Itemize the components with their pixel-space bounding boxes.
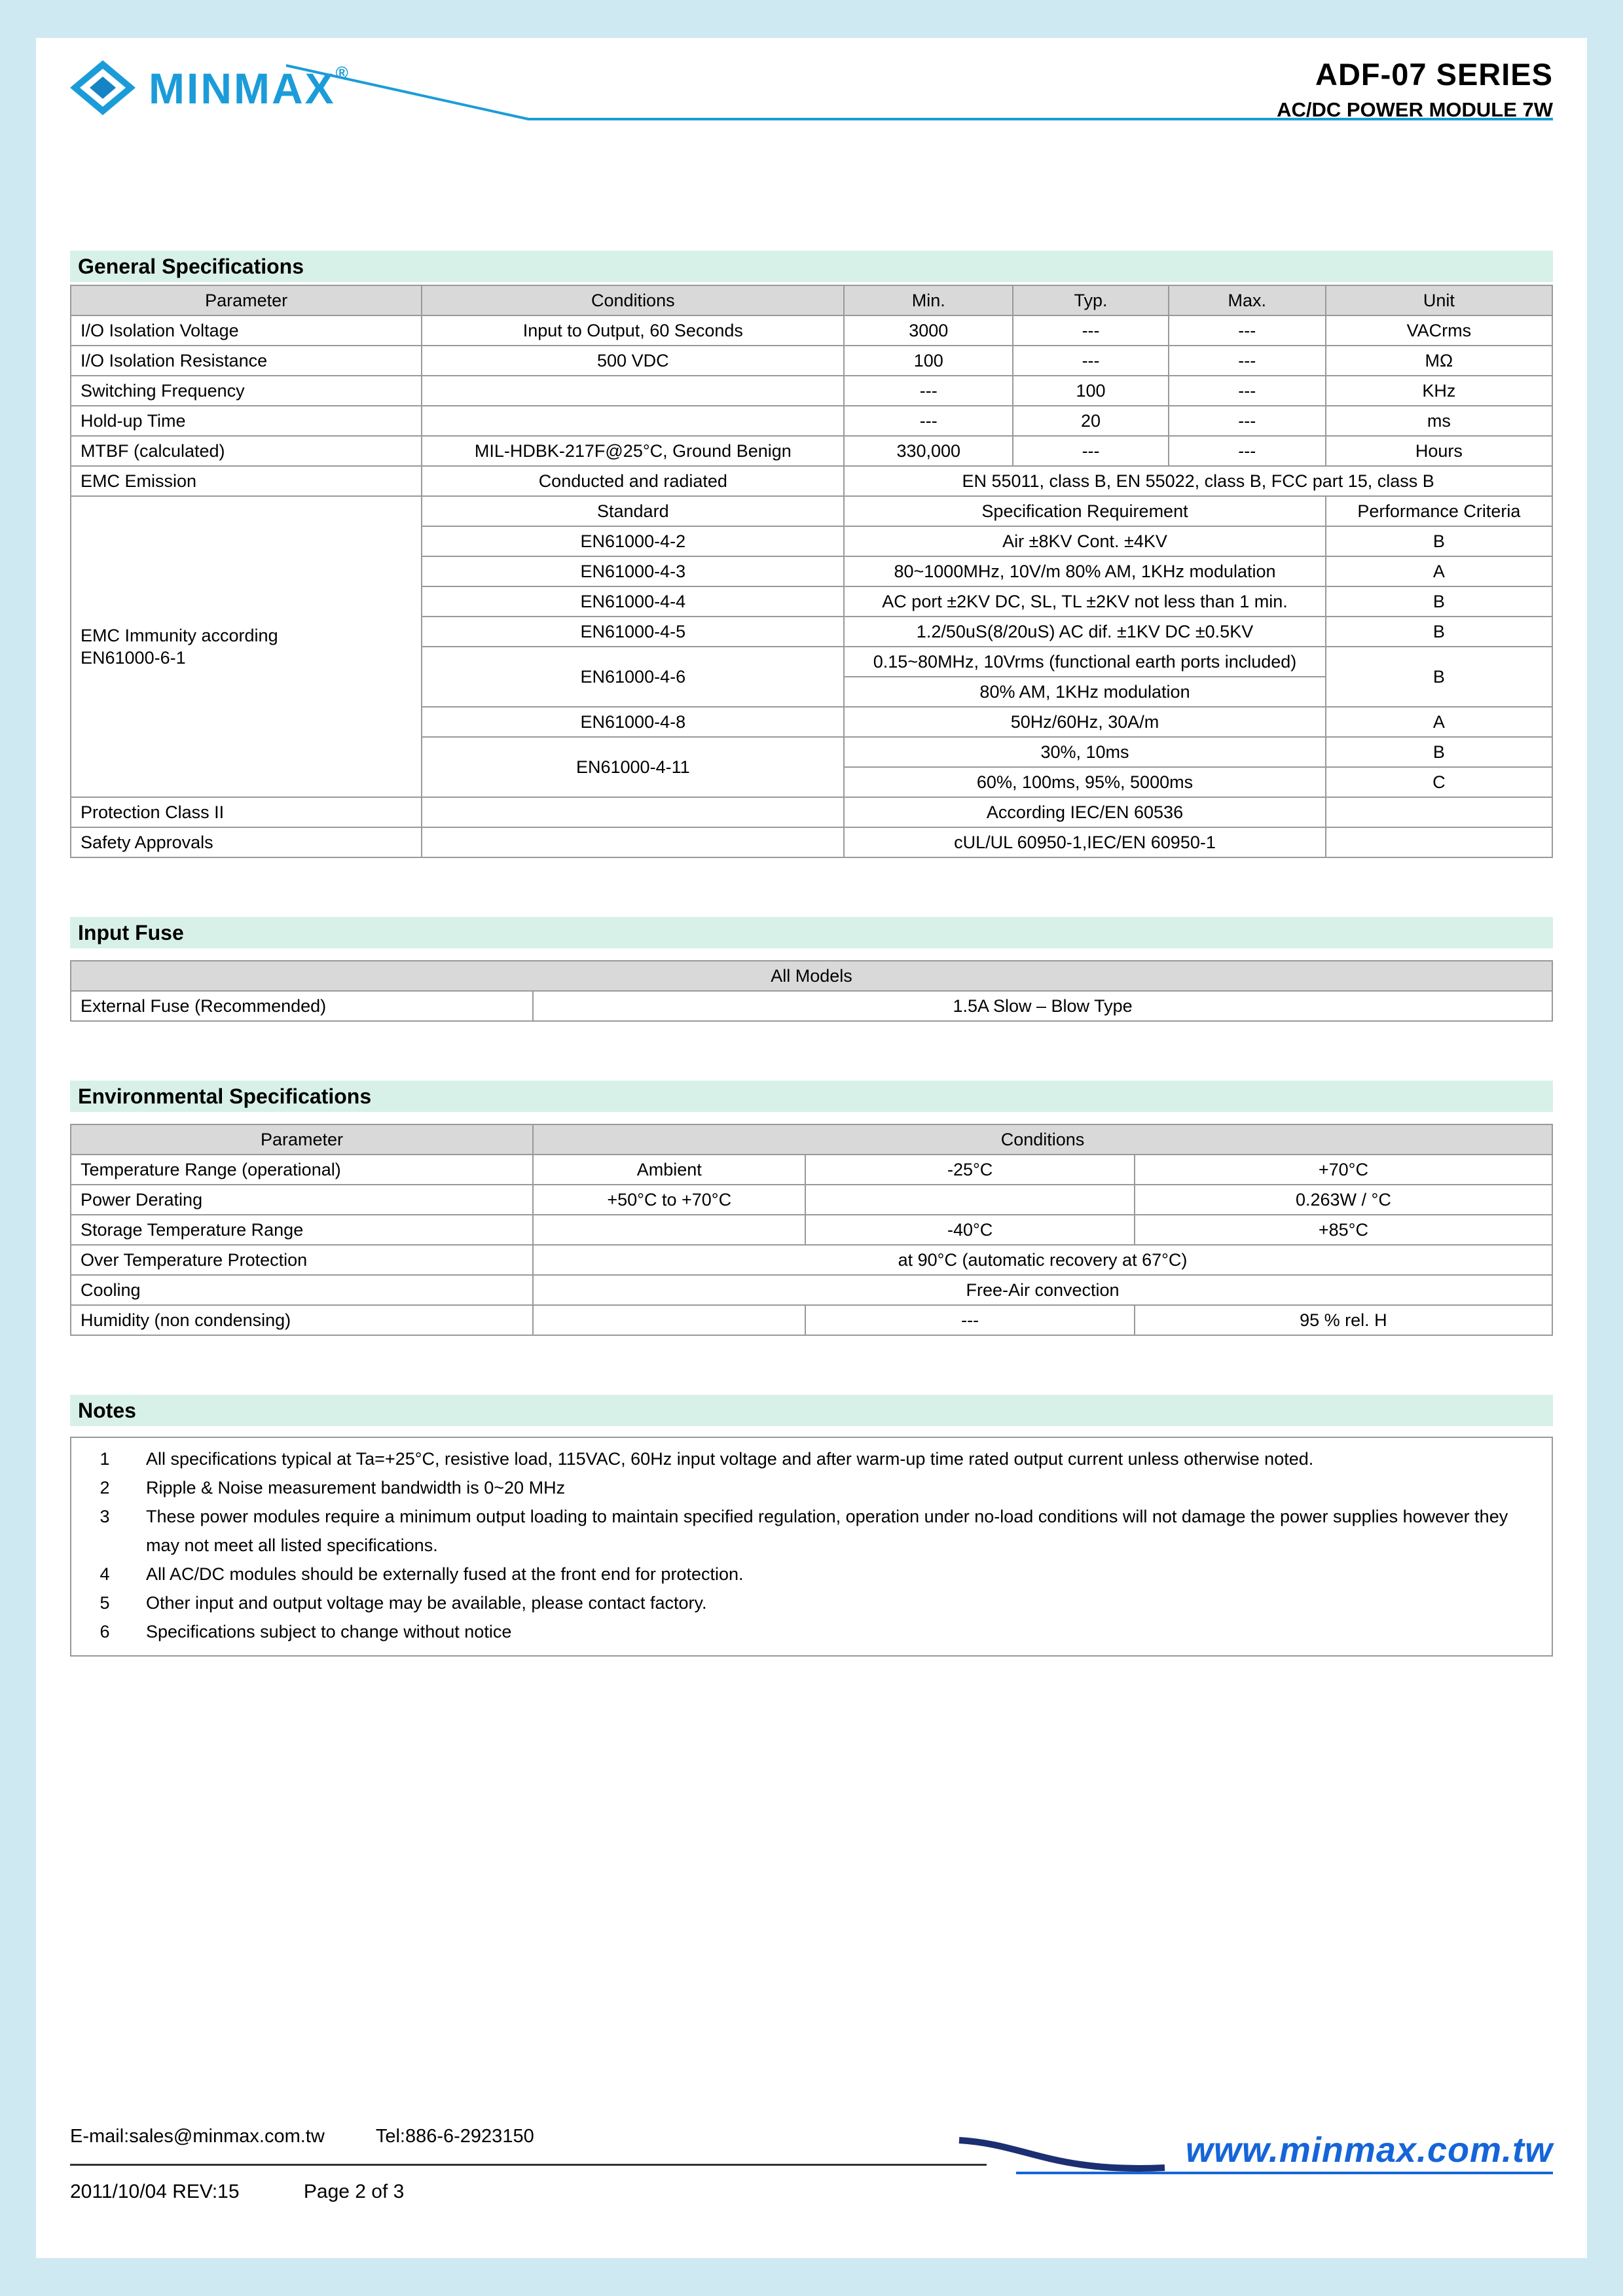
- cell-condition-3: 0.263W / °C: [1135, 1185, 1552, 1215]
- date-revision-text: 2011/10/04 REV:15: [70, 2181, 240, 2202]
- cell-condition-1: [533, 1215, 805, 1245]
- cell-unit: ms: [1326, 406, 1552, 436]
- table-row: [71, 1185, 1552, 1215]
- page-content: [70, 38, 1553, 1657]
- col-header-min: Min.: [844, 285, 1013, 315]
- cell-parameter: Protection Class II: [71, 797, 422, 827]
- minmax-diamond-icon: [70, 60, 136, 115]
- cell-min: ---: [844, 406, 1013, 436]
- notes-section: [70, 1395, 1553, 1657]
- general-specs-table: [70, 285, 1553, 858]
- table-row: [71, 1305, 1552, 1335]
- cell-typ: ---: [1013, 346, 1169, 376]
- note-item: [71, 1560, 1552, 1588]
- website-underline: [1016, 2172, 1553, 2174]
- cell-standard: EN61000-4-5: [422, 617, 844, 647]
- cell-min: ---: [844, 376, 1013, 406]
- cell-parameter: MTBF (calculated): [71, 436, 422, 466]
- cell-parameter: Over Temperature Protection: [71, 1245, 533, 1275]
- col-header-unit: Unit: [1326, 285, 1552, 315]
- cell-emc-immunity-parameter: [71, 496, 422, 797]
- note-item: [71, 1588, 1552, 1617]
- cell-emc-emission-value: EN 55011, class B, EN 55022, class B, FCC part 15, class B: [844, 466, 1552, 496]
- cell-condition-full: at 90°C (automatic recovery at 67°C): [533, 1245, 1552, 1275]
- table-row: [71, 1215, 1552, 1245]
- cell-parameter: Power Derating: [71, 1185, 533, 1215]
- cell-condition-full: Free-Air convection: [533, 1275, 1552, 1305]
- table-row: [71, 315, 1552, 346]
- table-row-emc-emission: [71, 466, 1552, 496]
- cell-criteria: B: [1326, 617, 1552, 647]
- cell-parameter: EMC Emission: [71, 466, 422, 496]
- cell-criteria: B: [1326, 647, 1552, 707]
- note-number: 6: [100, 1622, 110, 1641]
- cell-parameter: I/O Isolation Resistance: [71, 346, 422, 376]
- section-title-environmental: Environmental Specifications: [70, 1081, 1553, 1112]
- cell-max: ---: [1169, 406, 1326, 436]
- table-row: [71, 1275, 1552, 1305]
- cell-parameter: Temperature Range (operational): [71, 1155, 533, 1185]
- note-text: All specifications typical at Ta=+25°C, resistive load, 115VAC, 60Hz input voltage and after warm-up time rated output current unless otherwise noted.: [146, 1449, 1314, 1469]
- cell-condition-2: -40°C: [805, 1215, 1134, 1245]
- col-header-max: Max.: [1169, 285, 1326, 315]
- cell-requirement: 30%, 10ms: [844, 737, 1325, 767]
- cell-parameter: Hold-up Time: [71, 406, 422, 436]
- cell-criteria: B: [1326, 737, 1552, 767]
- cell-standard: EN61000-4-6: [422, 647, 844, 707]
- note-text: Ripple & Noise measurement bandwidth is 0~20 MHz: [146, 1478, 566, 1498]
- cell-safety-value: cUL/UL 60950-1,IEC/EN 60950-1: [844, 827, 1325, 857]
- table-header-row: [71, 961, 1552, 991]
- table-row-safety: [71, 827, 1552, 857]
- cell-conditions-empty: [422, 827, 844, 857]
- table-row-protection: [71, 797, 1552, 827]
- cell-condition-3: +85°C: [1135, 1215, 1552, 1245]
- section-title-notes: Notes: [70, 1395, 1553, 1426]
- note-item: [71, 1444, 1552, 1473]
- cell-parameter: External Fuse (Recommended): [71, 991, 533, 1021]
- cell-conditions: 500 VDC: [422, 346, 844, 376]
- cell-conditions: MIL-HDBK-217F@25°C, Ground Benign: [422, 436, 844, 466]
- cell-standard: EN61000-4-3: [422, 556, 844, 586]
- cell-conditions: [422, 406, 844, 436]
- cell-condition-2: -25°C: [805, 1155, 1134, 1185]
- col-header-parameter: Parameter: [71, 285, 422, 315]
- table-row: [71, 406, 1552, 436]
- cell-parameter: Safety Approvals: [71, 827, 422, 857]
- col-header-parameter: Parameter: [71, 1124, 533, 1155]
- cell-criteria: A: [1326, 556, 1552, 586]
- cell-requirement: AC port ±2KV DC, SL, TL ±2KV not less than 1 min.: [844, 586, 1325, 617]
- emc-immunity-label-line1: EMC Immunity according: [81, 626, 278, 645]
- website-link[interactable]: www.minmax.com.tw: [1185, 2130, 1553, 2170]
- cell-max: ---: [1169, 436, 1326, 466]
- cell-conditions: [422, 376, 844, 406]
- note-text: Other input and output voltage may be available, please contact factory.: [146, 1593, 707, 1613]
- email-link[interactable]: E-mail:sales@minmax.com.tw: [70, 2126, 325, 2147]
- cell-requirement: 80~1000MHz, 10V/m 80% AM, 1KHz modulation: [844, 556, 1325, 586]
- cell-protection-value: According IEC/EN 60536: [844, 797, 1325, 827]
- table-row: [71, 346, 1552, 376]
- footer: [70, 2126, 1553, 2237]
- col-header-all-models: All Models: [71, 961, 1552, 991]
- cell-parameter: Cooling: [71, 1275, 533, 1305]
- section-title-general: General Specifications: [70, 251, 1553, 282]
- cell-condition-1: Ambient: [533, 1155, 805, 1185]
- cell-condition-3: 95 % rel. H: [1135, 1305, 1552, 1335]
- input-fuse-table: [70, 960, 1553, 1022]
- table-row: [71, 991, 1552, 1021]
- cell-criteria: B: [1326, 586, 1552, 617]
- subcol-header-requirement: Specification Requirement: [844, 496, 1325, 526]
- telephone-text: Tel:886-6-2923150: [375, 2126, 534, 2147]
- cell-unit: MΩ: [1326, 346, 1552, 376]
- footer-swoosh-icon: [954, 2132, 1170, 2187]
- cell-condition-1: +50°C to +70°C: [533, 1185, 805, 1215]
- cell-criteria: C: [1326, 767, 1552, 797]
- note-number: 5: [100, 1593, 110, 1613]
- cell-parameter: Storage Temperature Range: [71, 1215, 533, 1245]
- cell-min: 100: [844, 346, 1013, 376]
- col-header-conditions: Conditions: [422, 285, 844, 315]
- product-subtitle: AC/DC POWER MODULE 7W: [1277, 98, 1553, 121]
- note-item: [71, 1502, 1552, 1560]
- note-number: 1: [100, 1449, 110, 1469]
- cell-condition-2: [805, 1185, 1134, 1215]
- input-fuse-section: [70, 917, 1553, 1022]
- emc-immunity-label-line2: EN61000-6-1: [81, 648, 186, 668]
- cell-conditions: Input to Output, 60 Seconds: [422, 315, 844, 346]
- subcol-header-standard: Standard: [422, 496, 844, 526]
- environmental-specifications-section: [70, 1081, 1553, 1336]
- cell-max: ---: [1169, 346, 1326, 376]
- cell-unit: KHz: [1326, 376, 1552, 406]
- cell-unit-empty: [1326, 827, 1552, 857]
- col-header-conditions: Conditions: [533, 1124, 1552, 1155]
- cell-max: ---: [1169, 376, 1326, 406]
- cell-requirement: 80% AM, 1KHz modulation: [844, 677, 1325, 707]
- cell-unit-empty: [1326, 797, 1552, 827]
- environmental-specs-table: [70, 1124, 1553, 1336]
- note-text: All AC/DC modules should be externally fused at the front end for protection.: [146, 1564, 744, 1584]
- cell-standard: EN61000-4-8: [422, 707, 844, 737]
- brand-name: [149, 63, 350, 113]
- table-header-row: [71, 1124, 1552, 1155]
- footer-divider-line: [70, 2164, 987, 2166]
- notes-box: [70, 1437, 1553, 1657]
- cell-min: 330,000: [844, 436, 1013, 466]
- table-row: [71, 376, 1552, 406]
- header: [70, 56, 1553, 161]
- cell-conditions-empty: [422, 797, 844, 827]
- cell-standard: EN61000-4-4: [422, 586, 844, 617]
- cell-typ: 100: [1013, 376, 1169, 406]
- table-row: [71, 1155, 1552, 1185]
- revision-line: [70, 2181, 404, 2203]
- cell-standard: EN61000-4-2: [422, 526, 844, 556]
- cell-typ: 20: [1013, 406, 1169, 436]
- note-item: [71, 1617, 1552, 1646]
- cell-requirement: 0.15~80MHz, 10Vrms (functional earth ports included): [844, 647, 1325, 677]
- cell-criteria: A: [1326, 707, 1552, 737]
- cell-condition-2: ---: [805, 1305, 1134, 1335]
- cell-parameter: I/O Isolation Voltage: [71, 315, 422, 346]
- cell-criteria: B: [1326, 526, 1552, 556]
- note-item: [71, 1473, 1552, 1502]
- note-number: 4: [100, 1564, 110, 1584]
- cell-parameter: Switching Frequency: [71, 376, 422, 406]
- table-row: [71, 436, 1552, 466]
- cell-typ: ---: [1013, 315, 1169, 346]
- cell-min: 3000: [844, 315, 1013, 346]
- note-text: These power modules require a minimum output loading to maintain specified regulation, operation under no-load conditions will not damage the power supplies however they may not meet all listed specifications.: [146, 1507, 1508, 1555]
- cell-conditions: Conducted and radiated: [422, 466, 844, 496]
- subcol-header-criteria: Performance Criteria: [1326, 496, 1552, 526]
- cell-fuse-value: 1.5A Slow – Blow Type: [533, 991, 1552, 1021]
- cell-requirement: Air ±8KV Cont. ±4KV: [844, 526, 1325, 556]
- cell-condition-1: [533, 1305, 805, 1335]
- cell-requirement: 1.2/50uS(8/20uS) AC dif. ±1KV DC ±0.5KV: [844, 617, 1325, 647]
- cell-unit: Hours: [1326, 436, 1552, 466]
- col-header-typ: Typ.: [1013, 285, 1169, 315]
- cell-requirement: 60%, 100ms, 95%, 5000ms: [844, 767, 1325, 797]
- section-title-input-fuse: Input Fuse: [70, 917, 1553, 948]
- contact-line: [70, 2126, 534, 2147]
- note-number: 3: [100, 1507, 110, 1526]
- cell-condition-3: +70°C: [1135, 1155, 1552, 1185]
- cell-typ: ---: [1013, 436, 1169, 466]
- cell-unit: VACrms: [1326, 315, 1552, 346]
- note-number: 2: [100, 1478, 110, 1498]
- series-title: ADF-07 SERIES: [1315, 57, 1553, 92]
- brand-text: MINMAX: [149, 63, 336, 113]
- general-specifications-section: [70, 251, 1553, 858]
- brand-logo: [70, 60, 350, 115]
- registered-mark-icon: ®: [335, 62, 350, 82]
- cell-max: ---: [1169, 315, 1326, 346]
- table-row: [71, 1245, 1552, 1275]
- cell-requirement: 50Hz/60Hz, 30A/m: [844, 707, 1325, 737]
- datasheet-page: [36, 38, 1587, 2258]
- table-row-emc-subheader: [71, 496, 1552, 526]
- cell-standard: EN61000-4-11: [422, 737, 844, 797]
- cell-parameter: Humidity (non condensing): [71, 1305, 533, 1335]
- note-text: Specifications subject to change without notice: [146, 1622, 512, 1641]
- page-number-text: Page 2 of 3: [303, 2181, 405, 2202]
- table-header-row: [71, 285, 1552, 315]
